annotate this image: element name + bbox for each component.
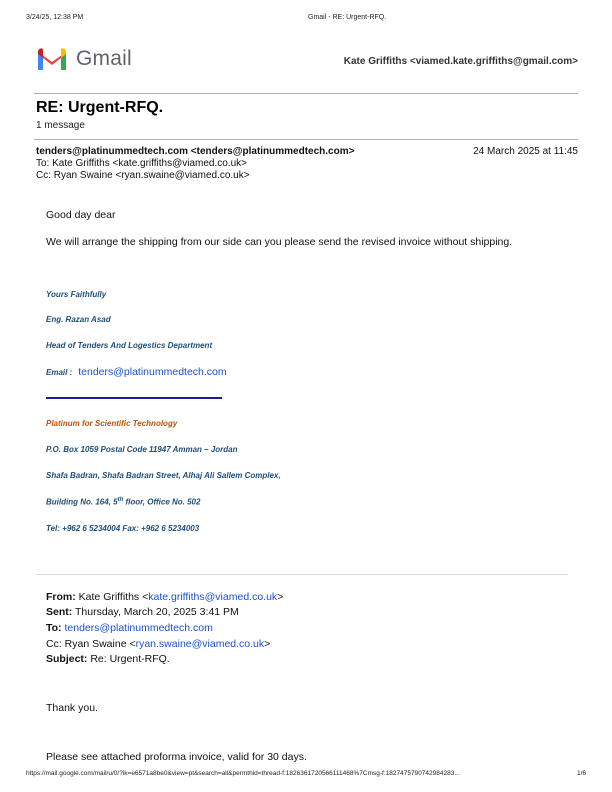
quoted-from: From: Kate Griffiths <kate.griffiths@viamed.co.uk> — [46, 591, 284, 603]
header-divider — [34, 93, 578, 94]
gmail-wordmark: Gmail — [76, 47, 132, 70]
message-date: 24 March 2025 at 11:45 — [473, 146, 578, 157]
quote-divider — [36, 574, 568, 575]
message-recipients-to: To: Kate Griffiths <kate.griffiths@viamed.co.uk> — [36, 158, 247, 169]
print-page-number: 1/6 — [577, 770, 587, 777]
signature-email — [46, 366, 227, 378]
message-greeting: Good day dear — [46, 209, 116, 221]
message-sender — [36, 146, 354, 157]
quoted-cc-email-link[interactable]: ryan.swaine@viamed.co.uk — [135, 638, 265, 650]
quoted-from-email-link[interactable]: kate.griffiths@viamed.co.uk — [148, 591, 278, 603]
signature-closing: Yours Faithfully — [46, 290, 107, 299]
quoted-cc: Cc: Ryan Swaine <ryan.swaine@viamed.co.uk> — [46, 638, 271, 650]
quoted-sent: Sent: Thursday, March 20, 2025 3:41 PM — [46, 606, 239, 618]
signature-address-2: Shafa Badran, Shafa Badran Street, Alhaj Ali Sallem Complex, — [46, 471, 281, 480]
account-identity: Kate Griffiths <viamed.kate.griffiths@gmail.com> — [343, 56, 578, 67]
signature-title: Head of Tenders And Logestics Department — [46, 341, 213, 350]
signature-phones: Tel: +962 6 5234004 Fax: +962 6 5234003 — [46, 524, 200, 533]
signature-address-1: P.O. Box 1059 Postal Code 11947 Amman – Jordan — [46, 445, 238, 454]
signature-address-3: Building No. 164, 5th floor, Office No. 502 — [46, 497, 201, 507]
message-count: 1 message — [36, 120, 85, 131]
signature-divider — [46, 397, 222, 399]
thread-divider — [34, 139, 578, 140]
quoted-thanks: Thank you. — [46, 702, 98, 714]
signature-email-link[interactable]: tenders@platinummedtech.com — [78, 366, 227, 378]
print-page-title: Gmail - RE: Urgent-RFQ. — [308, 14, 387, 21]
sender-address: tenders@platinummedtech.com <tenders@platinummedtech.com> — [36, 146, 355, 157]
quoted-note: Please see attached proforma invoice, valid for 30 days. — [46, 751, 307, 763]
quoted-to-email-link[interactable]: tenders@platinummedtech.com — [64, 622, 213, 634]
thread-subject: RE: Urgent-RFQ. — [36, 99, 164, 116]
quoted-subject: Subject: Re: Urgent-RFQ. — [46, 653, 170, 665]
quoted-to: To: tenders@platinummedtech.com — [46, 622, 213, 634]
message-body: We will arrange the shipping from our side can you please send the revised invoice without shipping. — [46, 236, 513, 248]
print-url: https://mail.google.com/mail/u/0/?ik=e6571a8be0&view=pt&search=all&permthid=thread-f:1826361720566111468%7Cmsg-f:1827475790742984283... — [26, 770, 460, 777]
signature-name: Eng. Razan Asad — [46, 315, 111, 324]
signature-org: Platinum for Scientific Technology — [46, 419, 178, 428]
print-datetime: 3/24/25, 12:38 PM — [26, 14, 84, 21]
signature-email-label: Email : — [46, 368, 73, 377]
message-recipients-cc: Cc: Ryan Swaine <ryan.swaine@viamed.co.uk> — [36, 170, 250, 181]
gmail-logo-icon[interactable] — [36, 46, 68, 72]
